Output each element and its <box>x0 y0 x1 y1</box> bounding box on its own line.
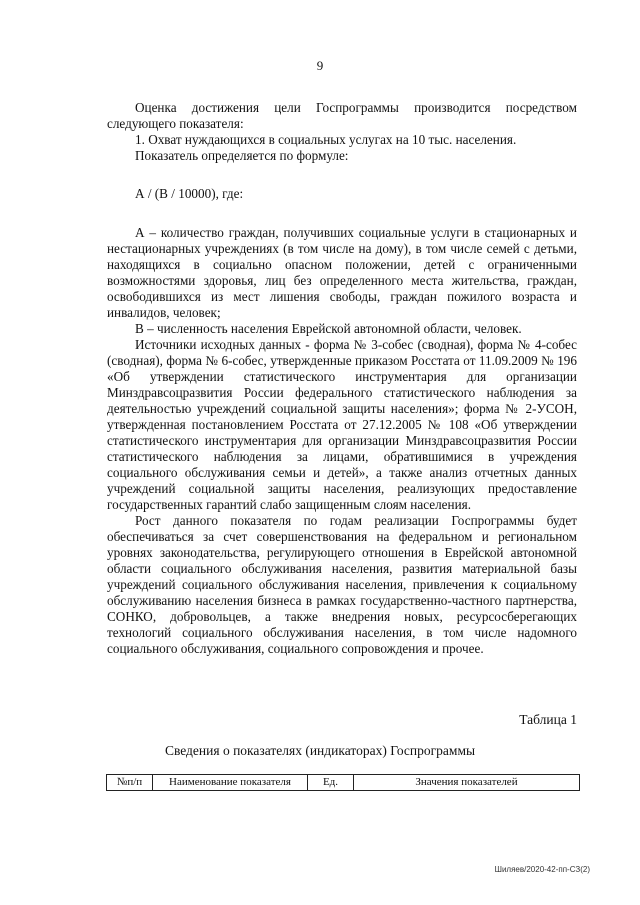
header-unit: Ед. <box>308 775 354 790</box>
header-indicator-name: Наименование показателя <box>153 775 308 790</box>
formula: А / (В / 10000), где: <box>135 186 244 201</box>
intro-paragraph: Оценка достижения цели Госпрограммы производится посредством следующего показателя: <box>107 100 577 131</box>
document-body <box>107 100 577 657</box>
sources-paragraph: Источники исходных данных - форма № 3-собес (сводная), форма № 4-собес (сводная), форма № 6-собес, утвержденные приказом Росстата от 11.09.2009 № 196 «Об утверждении статистического инструментария для организации Минздравсоцразвития России федерального статистического наблюдения за деятельностью учреждений социальной защиты населения»; форма № 2-УСОН, утвержденная постановлением Росстата от 27.12.2005 № 108 «Об утверждении статистического инструментария для организации Минздравсоцразвития России статистического наблюдения за лицами, обратившимися в учреждения социального обслуживания семьи и детей», а также анализ отчетных данных учреждений социальной защиты населения, реализующих предоставление государственных гарантий слабо защищенным слоям населения. <box>107 337 577 512</box>
definition-b: В – численность населения Еврейской автономной области, человек. <box>135 321 522 336</box>
formula-intro: Показатель определяется по формуле: <box>135 148 349 163</box>
header-values: Значения показателей <box>415 776 518 788</box>
footer-code: Шиляев/2020-42-пп-СЗ(2) <box>494 865 590 874</box>
table-label: Таблица 1 <box>519 712 577 727</box>
table-header-row <box>106 774 580 791</box>
definition-a: А – количество граждан, получивших социальные услуги в стационарных и нестационарных учреждениях (в том числе на дому), в том числе семей с детьми, находящихся в социально опасном положении, детей с ограниченными возможностями здоровья, лиц без определенного места жительства, граждан, освободившихся из мест лишения свободы, граждан пожилого возраста и инвалидов, человек; <box>107 225 577 320</box>
indicator-item: 1. Охват нуждающихся в социальных услугах на 10 тыс. населения. <box>135 132 517 147</box>
growth-paragraph: Рост данного показателя по годам реализации Госпрограммы будет обеспечиваться за счет совершенствования на федеральном и региональном уровнях законодательства, регулирующего отношения в Еврейской автономной области социального обслуживания населения, развития материальной базы учреждений социального обслуживания населения, привлечения к социальному обслуживанию населения бизнеса в рамках государственно-частного партнерства, СОНКО, добровольцев, а также внедрения новых, ресурсосберегающих технологий социального обслуживания населения, в том числе надомного социального обслуживания, социального сопровождения и прочее. <box>107 513 577 656</box>
table-title: Сведения о показателях (индикаторах) Госпрограммы <box>164 743 476 758</box>
page-number: 9 <box>316 58 324 73</box>
header-number: №п/п <box>107 775 153 790</box>
